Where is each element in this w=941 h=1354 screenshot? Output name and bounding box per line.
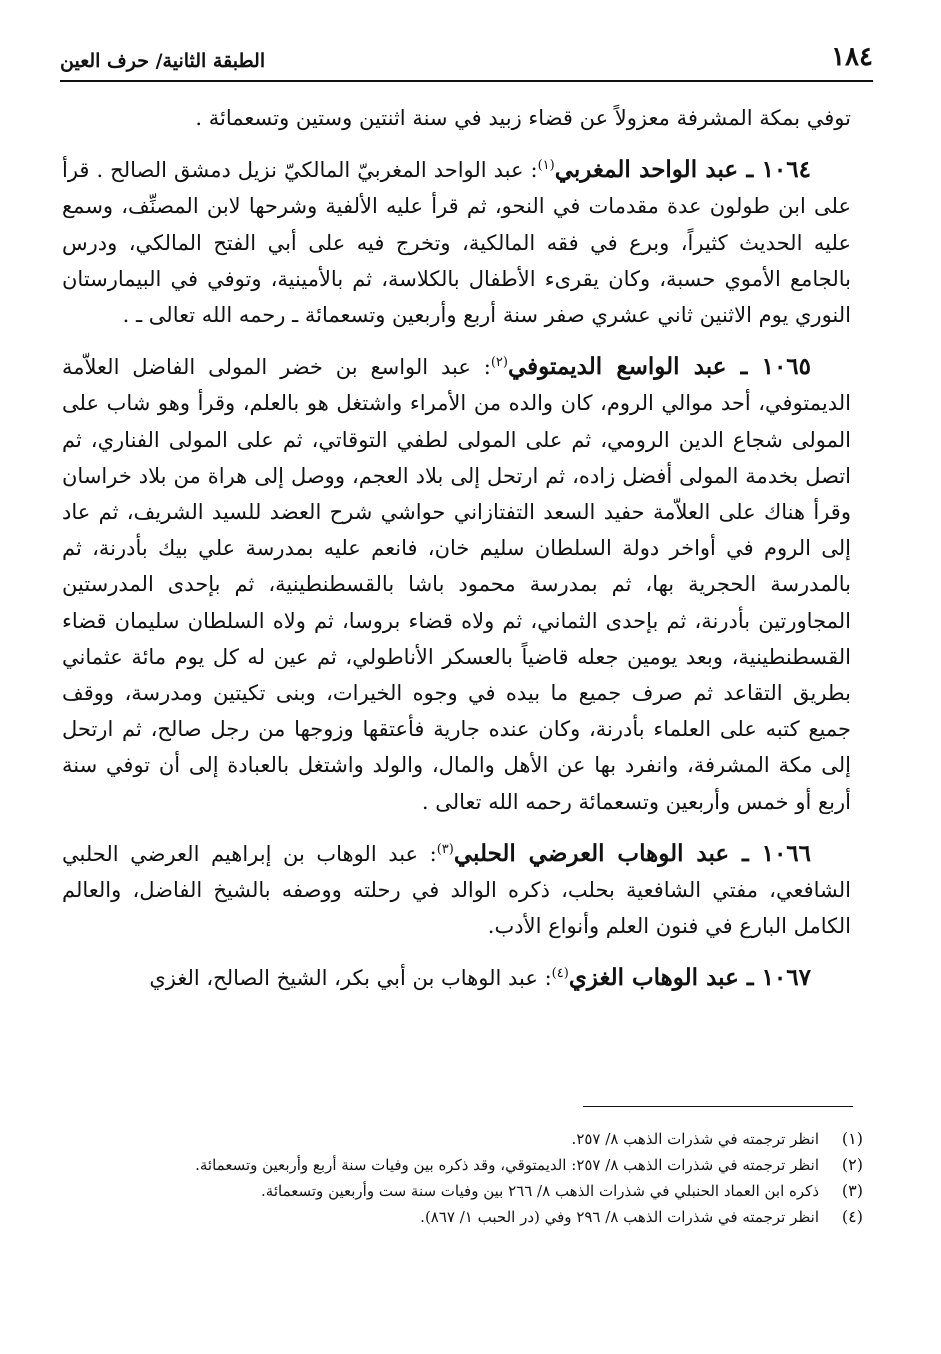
footnote-marker[interactable]: (٣) (436, 841, 454, 857)
footnote-marker[interactable]: (١) (537, 158, 555, 174)
footnotes (70, 1126, 863, 1230)
entry-text: : عبد الواسع بن خضر المولى الفاضل العلاّمة الديمتوفي، أحد موالي الروم، كان والده من الأمراء واشتغل هو بالعلم، وقرأ وهو شاب على المولى شجاع الدين الرومي، ثم على المولى لطفي التوقاتي، ثم على المولى الفناري، ثم اتصل بخدمة المولى أفضل زاده، ثم ارتحل إلى بلاد العجم، ووصل إلى هراة من بلاد خراسان وقرأ هناك على العلاّمة حفيد السعد التفتازاني حواشي شرح العضد للسيد الشريف، ثم عاد إلى الروم في أواخر دولة السلطان سليم خان، فانعم عليه بمدرسة علي بيك بأدرنة، ثم بالمدرسة الحجرية بها، ثم بمدرسة محمود باشا بالقسطنطينية، ثم بإحدى المدرستين المجاورتين بأدرنة، ثم بإحدى الثماني، ثم ولاه قضاء بروسا، ثم ولاه السلطان سليمان قضاء القسطنطينية، وبعد يومين جعله قاضياً بالعسكر الأناطولي، ثم عين له كل يوم مائة عثماني بطريق التقاعد ثم صرف جميع ما بيده في وجوه الخيرات، وبنى تكيتين ومدرسة، ووقف جميع كتبه على العلماء بأدرنة، وكان عنده جارية فأعتقها وزوجها من رجل صالح، ثم ارتحل إلى مكة المشرفة، وانفرد بها عن الأهل والمال، والولد واشتغل بالعبادة إلى أن توفي سنة أربع أو خمس وأربعين وتسعمائة رحمه الله تعالى . (62, 355, 851, 814)
footnote-marker[interactable]: (٢) (490, 355, 508, 371)
footnote-text: انظر ترجمته في شذرات الذهب ٨/ ٢٥٧: الديمتوقي، وقد ذكره بين وفيات سنة أربع وأربعين وتسعمائة. (195, 1156, 819, 1174)
footnote-divider (583, 1106, 853, 1107)
footnote-number: (١) (841, 1129, 863, 1148)
footnote-number: (٤) (841, 1207, 863, 1226)
footnote (70, 1152, 863, 1178)
entry-heading: ١٠٦٦ ـ عبد الوهاب العرضي الحلبي (453, 839, 812, 867)
running-header (60, 40, 873, 82)
page-number: ١٨٤ (831, 42, 873, 72)
entry-paragraph (62, 152, 851, 333)
footnote (70, 1126, 863, 1152)
entry-paragraph (62, 349, 851, 820)
footnote-text: انظر ترجمته في شذرات الذهب ٨/ ٢٩٦ وفي (در الحبب ١/ ٨٦٧). (420, 1208, 819, 1226)
footnote-text: انظر ترجمته في شذرات الذهب ٨/ ٢٥٧. (571, 1130, 819, 1148)
footnote-number: (٢) (841, 1155, 863, 1174)
entry-heading: ١٠٦٧ ـ عبد الوهاب الغزي (568, 964, 811, 992)
footnote (70, 1178, 863, 1204)
footnote-marker[interactable]: (٤) (551, 966, 569, 982)
entry-heading: ١٠٦٥ ـ عبد الواسع الديمتوفي (507, 353, 812, 381)
entry-text: : عبد الوهاب بن أبي بكر، الشيخ الصالح، الغزي (149, 966, 552, 991)
running-title: الطبقة الثانية/ حرف العين (60, 50, 266, 72)
footnote-text: ذكره ابن العماد الحنبلي في شذرات الذهب ٨/ ٢٦٦ بين وفيات سنة ست وأربعين وتسعمائة. (261, 1182, 819, 1200)
footnote-number: (٣) (841, 1181, 863, 1200)
entry-text: : عبد الوهاب بن إبراهيم العرضي الحلبي الشافعي، مفتي الشافعية بحلب، ذكره الوالد في رحلته ووصفه بالشيخ الفاضل، والعالم الكامل البارع في فنون العلم وأنواع الأدب. (62, 841, 851, 939)
entry-heading: ١٠٦٤ ـ عبد الواحد المغربي (554, 156, 811, 184)
footnote (70, 1204, 863, 1230)
intro-paragraph: توفي بمكة المشرفة معزولاً عن قضاء زبيد في سنة اثنتين وستين وتسعمائة . (195, 106, 851, 130)
main-text (62, 100, 851, 1013)
entry-paragraph (62, 836, 851, 945)
entry-paragraph (62, 960, 851, 996)
entry-text: : عبد الواحد المغربيّ المالكيّ نزيل دمشق الصالح . قرأ على ابن طولون عدة مقدمات في النحو، ثم قرأ عليه الألفية وشرحها لابن المصنِّف، وسمع عليه الحديث كثيراً، وبرع في فقه المالكية، وتخرج فيه على أبي الفتح المالكي، ودرس بالجامع الأموي حسبة، وكان يقرىء الأطفال بالكلاسة، ثم بالأمينية، وتوفي في البيمارستان النوري يوم الاثنين ثاني عشري صفر سنة أربع وأربعين وتسعمائة ـ رحمه الله تعالى ـ . (62, 158, 851, 328)
